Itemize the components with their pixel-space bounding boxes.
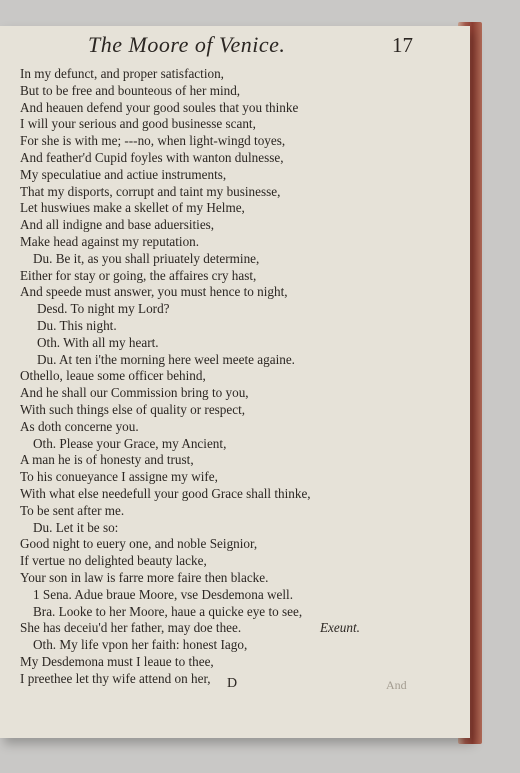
line-text: Your son in law is farre more faire then blacke.: [20, 569, 269, 585]
text-line: [20, 587, 460, 604]
text-line: [20, 637, 460, 654]
line-text: And heauen defend your good soules that you thinke: [20, 99, 299, 115]
line-text: And feather'd Cupid foyles with wanton dulnesse,: [20, 149, 284, 165]
text-block: [20, 66, 460, 687]
text-line: [20, 66, 460, 83]
text-line: [20, 536, 460, 553]
line-text: Oth. My life vpon her faith: honest Iago,: [33, 637, 248, 653]
text-line: [20, 520, 460, 537]
text-line: [20, 200, 460, 217]
text-line: [20, 100, 460, 117]
line-text: And speede must answer, you must hence to night,: [20, 284, 288, 300]
text-line: [20, 570, 460, 587]
line-text: With such things else of quality or respect,: [20, 401, 246, 417]
text-line: [20, 486, 460, 503]
text-line: [20, 184, 460, 201]
text-line: [20, 469, 460, 486]
line-text: I will your serious and good businesse scant,: [20, 116, 256, 132]
line-text: Make head against my reputation.: [20, 233, 200, 249]
text-line: [20, 284, 460, 301]
text-line: [20, 83, 460, 100]
line-text: As doth concerne you.: [20, 418, 139, 434]
text-line: [20, 503, 460, 520]
text-line: [20, 402, 460, 419]
text-line: [20, 385, 460, 402]
text-line: [20, 217, 460, 234]
line-text: Desd. To night my Lord?: [37, 301, 170, 317]
text-line: [20, 553, 460, 570]
line-text: Let huswiues make a skellet of my Helme,: [20, 200, 245, 216]
line-text: That my disports, corrupt and taint my businesse,: [20, 183, 281, 199]
line-text: My Desdemona must I leaue to thee,: [20, 653, 214, 669]
text-line: [20, 436, 460, 453]
line-text: My speculatiue and actiue instruments,: [20, 166, 227, 182]
line-text: But to be free and bounteous of her mind,: [20, 82, 241, 98]
page-footer: [0, 676, 470, 696]
book-page: [0, 26, 470, 738]
text-line: [20, 620, 460, 637]
text-line: [20, 335, 460, 352]
page-header: [0, 32, 470, 62]
catchword: And: [386, 678, 407, 692]
text-line: [20, 452, 460, 469]
signature-mark: D: [227, 676, 238, 691]
line-text: Oth. With all my heart.: [37, 334, 159, 350]
text-line: [20, 419, 460, 436]
line-text: I preethee let thy wife attend on her,: [20, 670, 211, 686]
text-line: [20, 352, 460, 369]
stage-direction: Exeunt.: [320, 620, 360, 636]
line-text: Othello, leaue some officer behind,: [20, 368, 206, 384]
text-line: [20, 301, 460, 318]
text-line: [20, 604, 460, 621]
text-line: [20, 318, 460, 335]
page-number: 17: [392, 33, 413, 57]
text-line: [20, 116, 460, 133]
line-text: A man he is of honesty and trust,: [20, 452, 194, 468]
line-text: Either for stay or going, the affaires cry hast,: [20, 267, 257, 283]
line-text: To his conueyance I assigne my wife,: [20, 469, 218, 485]
text-line: [20, 167, 460, 184]
line-text: Du. This night.: [37, 317, 117, 333]
line-text: Bra. Looke to her Moore, haue a quicke eye to see,: [33, 603, 303, 619]
line-text: Du. Let it be so:: [33, 519, 119, 535]
text-line: [20, 150, 460, 167]
line-text: In my defunct, and proper satisfaction,: [20, 66, 224, 81]
line-text: Du. Be it, as you shall priuately determine,: [33, 250, 260, 266]
text-line: [20, 268, 460, 285]
text-line: [20, 234, 460, 251]
line-text: If vertue no delighted beauty lacke,: [20, 553, 207, 569]
line-text: Good night to euery one, and noble Seignior,: [20, 536, 258, 552]
line-text: And he shall our Commission bring to you,: [20, 385, 249, 401]
text-line: [20, 251, 460, 268]
text-line: [20, 654, 460, 671]
text-line: [20, 368, 460, 385]
line-text: Oth. Please your Grace, my Ancient,: [33, 435, 227, 451]
line-text: For she is with me; ---no, when light-wingd toyes,: [20, 133, 286, 149]
line-text: Du. At ten i'the morning here weel meete againe.: [37, 351, 295, 367]
running-title: The Moore of Venice.: [88, 32, 286, 57]
line-text: 1 Sena. Adue braue Moore, vse Desdemona well.: [33, 586, 294, 602]
line-text: And all indigne and base aduersities,: [20, 217, 215, 233]
text-line: [20, 133, 460, 150]
line-text: With what else needefull your good Grace shall thinke,: [20, 485, 311, 501]
line-text: To be sent after me.: [20, 502, 125, 518]
line-text: She has deceiu'd her father, may doe thee.: [20, 620, 242, 636]
